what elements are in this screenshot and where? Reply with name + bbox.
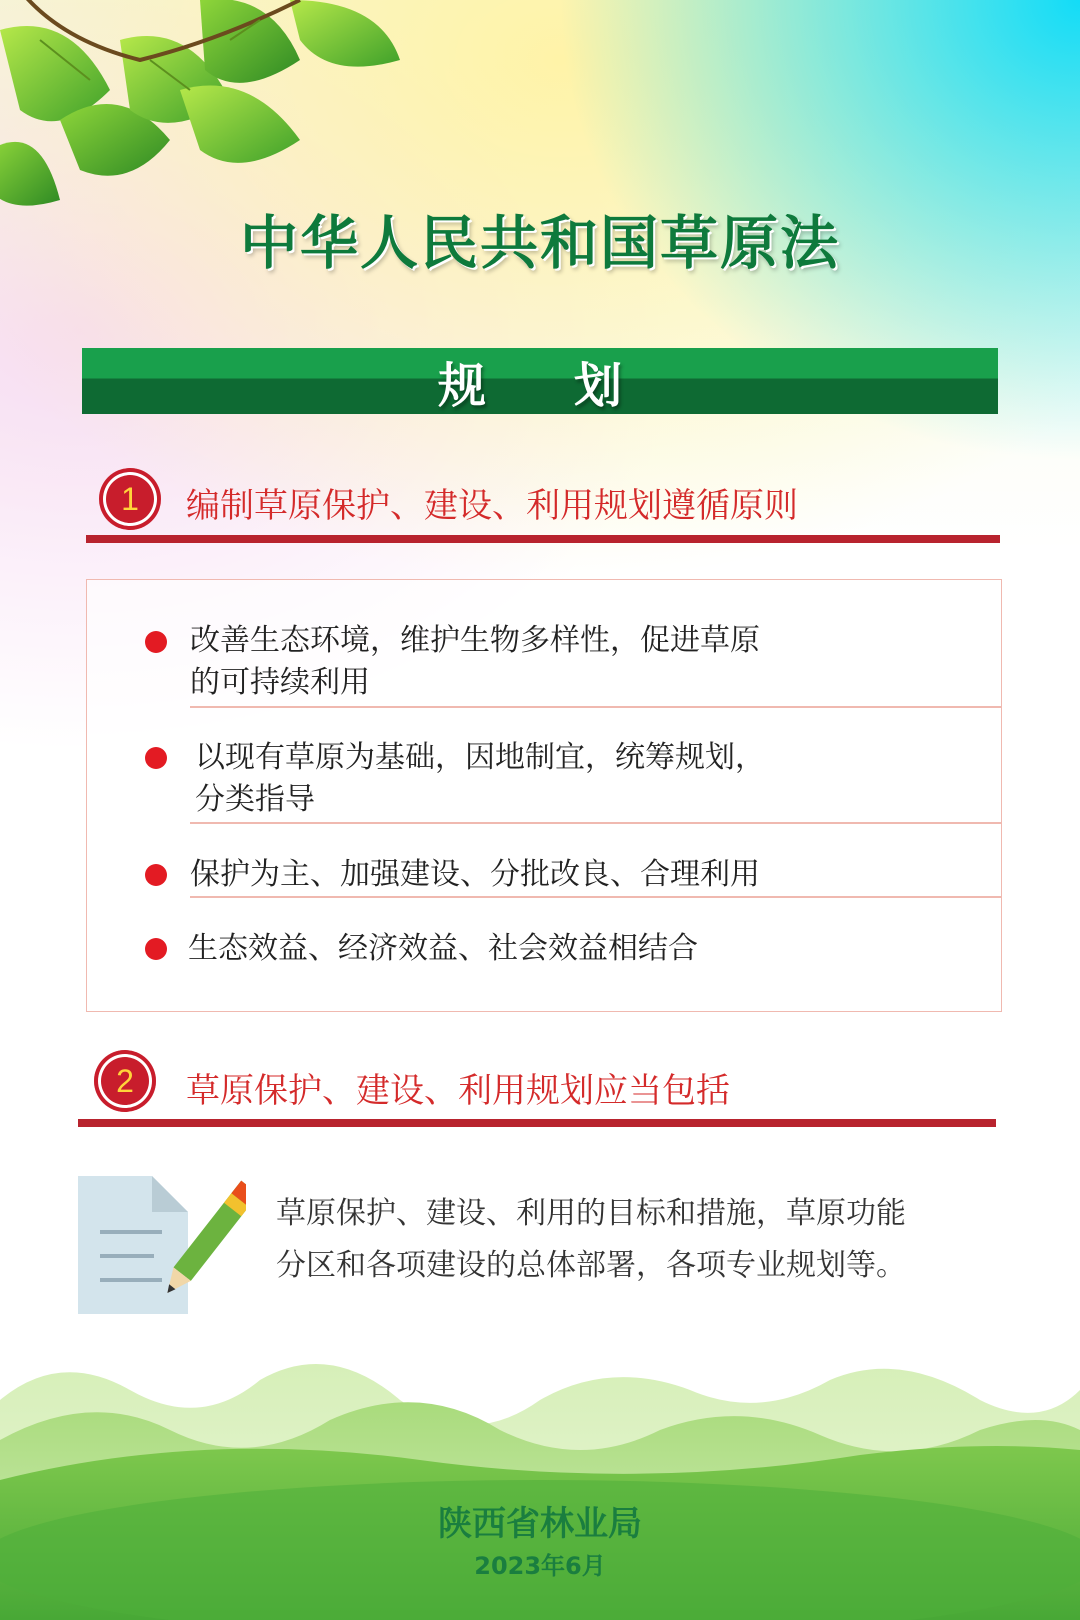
contents-text [276,1188,1006,1292]
footer-organization: 陕西省林业局 [438,1504,642,1544]
bullet-dot [145,938,167,960]
part1-heading-rule [86,535,1000,543]
number-badge-2 [94,1050,156,1112]
number-badge-2-label: 2 [116,1062,134,1099]
number-badge-1 [99,468,161,530]
principle-item-4-line1: 生态效益、经济效益、社会效益相结合 [188,931,698,966]
page-title: 中华人民共和国草原法 [239,209,840,277]
bullet-dot [145,631,167,653]
principle-item-2-line1: 以现有草原为基础，因地制宜，统筹规划， [195,740,765,775]
principle-item-3-line1: 保护为主、加强建设、分批改良、合理利用 [190,857,760,892]
section-banner-label: 规 划 [437,357,642,414]
item-divider [190,896,1002,898]
principle-item-1-line2: 的可持续利用 [190,665,370,700]
principle-item-2-line2: 分类指导 [195,782,315,817]
section-banner [82,348,998,414]
part1-heading: 编制草原保护、建设、利用规划遵循原则 [186,486,798,526]
item-divider [190,706,1002,708]
part2-heading: 草原保护、建设、利用规划应当包括 [186,1071,730,1111]
bullet-dot [145,864,167,886]
item-divider [190,822,1002,824]
part2-heading-rule [78,1119,996,1127]
green-hills-landscape [0,1360,1080,1620]
number-badge-1-label: 1 [121,480,139,517]
contents-line-2: 分区和各项建设的总体部署，各项专业规划等。 [276,1248,906,1283]
contents-line-1: 草原保护、建设、利用的目标和措施，草原功能 [276,1196,906,1231]
document-with-pencil-icon [76,1172,246,1318]
principle-item-1-line1: 改善生态环境，维护生物多样性，促进草原 [190,623,760,658]
bullet-dot [145,747,167,769]
footer-date: 2023年6月 [474,1552,606,1580]
